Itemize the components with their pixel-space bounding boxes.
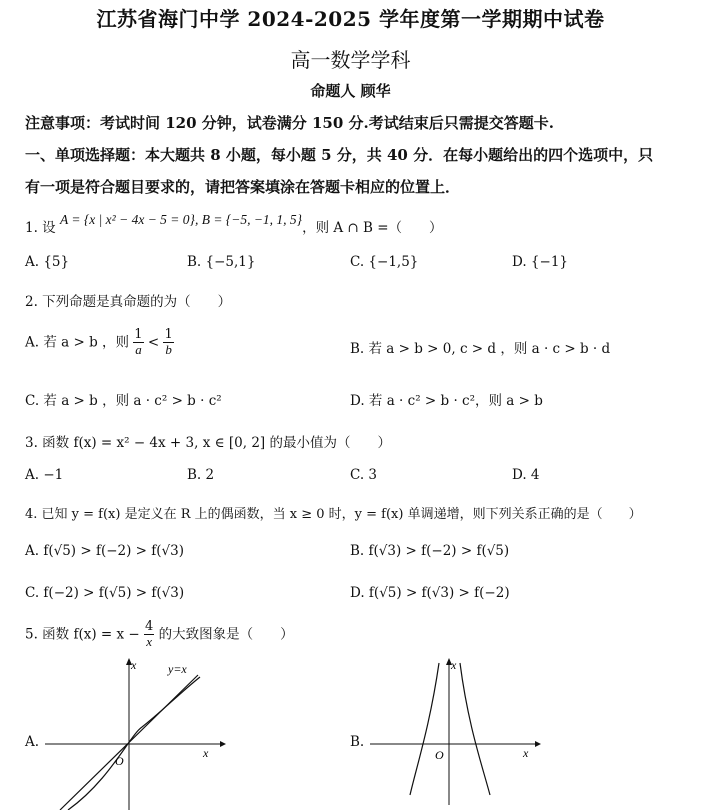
graph-a-origin: O [115, 754, 124, 768]
question-3: 3. 函数 f(x) = x² − 4x + 3, x ∈ [0, 2] 的最小值为（ ） [25, 435, 391, 451]
q5-stem-post: 的大致图象是（ ） [158, 626, 294, 643]
q2-frac2-num: 1 [164, 327, 173, 342]
q1-option-d: D. {−1} [512, 254, 569, 270]
q2-option-c: C. 若 a > b ，则 a · c² > b · c² [25, 393, 222, 409]
q4-option-c: C. f(−2) > f(√5) > f(√3) [25, 585, 185, 601]
q3-option-b: B. 2 [187, 467, 215, 483]
q1-set-a: A = {x | x² − 4x − 5 = 0} [59, 212, 195, 227]
q2-option-a-text: A. 若 a > b ，则 [25, 334, 129, 351]
q4-option-a: A. f(√5) > f(−2) > f(√3) [25, 543, 184, 559]
exam-title: 江苏省海门中学 2024-2025 学年度第一学期期中试卷 [96, 7, 605, 31]
graph-b-x-label: x [523, 746, 529, 760]
q1-set-b: , B = {−5, −1, 1, 5} [194, 212, 303, 227]
notice-line: 注意事项：考试时间 120 分钟，试卷满分 150 分.考试结束后只需提交答题卡. [25, 114, 554, 132]
q4-option-b: B. f(√3) > f(−2) > f(√5) [350, 543, 510, 559]
section1-heading-cont: 有一项是符合题目要求的，请把答案填涂在答题卡相应的位置上． [25, 178, 461, 196]
q1-prefix: 1. 设 [25, 220, 56, 236]
q2-option-a [25, 328, 174, 358]
q5-frac-num: 4 [145, 619, 154, 634]
graph-a-y-label: x [131, 658, 137, 672]
q2-frac1-num: 1 [134, 327, 143, 342]
q5-graph-a-label: A. [25, 734, 40, 750]
q2-less-than: < [147, 334, 160, 351]
q2-frac1-den: a [135, 342, 142, 358]
q5-graph-b [365, 655, 545, 810]
q5-stem-pre: 5. 函数 f(x) = x − [25, 626, 140, 643]
question-2: 2. 下列命题是真命题的为（ ） [25, 294, 232, 310]
q3-option-c: C. 3 [350, 467, 378, 483]
q5-frac-den: x [146, 634, 153, 650]
q5-graph-b-label: B. [350, 734, 365, 750]
q2-option-b: B. 若 a > b > 0, c > d ，则 a · c > b · d [350, 341, 611, 357]
graph-b-curve-left [410, 663, 439, 795]
author-line: 命题人 顾华 [310, 82, 391, 100]
q2-option-d: D. 若 a · c² > b · c²，则 a > b [350, 393, 543, 409]
q1-option-a: A. {5} [25, 254, 70, 270]
q2-frac2-den: b [165, 342, 172, 358]
q3-option-a: A. −1 [25, 467, 64, 483]
subject-title: 高一数学学科 [290, 48, 411, 72]
graph-b-x-arrow [535, 741, 541, 747]
q4-option-d: D. f(√5) > f(√3) > f(−2) [350, 585, 510, 601]
q2-fraction-1-over-b [163, 328, 173, 358]
q1-option-b: B. {−5,1} [187, 254, 256, 270]
q5-fraction-4-over-x [144, 620, 154, 650]
graph-b-y-label: x [451, 658, 457, 672]
graph-a-x-arrow [220, 741, 226, 747]
q5-graph-a [40, 655, 230, 810]
q3-option-d: D. 4 [512, 467, 540, 483]
q1-option-c: C. {−1,5} [350, 254, 419, 270]
question-5 [25, 620, 294, 650]
graph-b-curve-right [460, 663, 490, 795]
q1-ask: ，则 A ∩ B =（ ） [302, 220, 443, 236]
graph-a-line-label: y=x [168, 662, 187, 676]
question-4: 4. 已知 y = f(x) 是定义在 R 上的偶函数，当 x ≥ 0 时，y = f(x) 单调递增，则下列关系正确的是（ ） [25, 507, 642, 522]
graph-b-origin: O [435, 748, 444, 762]
section1-heading: 一、单项选择题：本大题共 8 小题，每小题 5 分，共 40 分．在每小题给出的四个选项中，只 [25, 146, 654, 164]
graph-a-x-label: x [203, 746, 209, 760]
q2-fraction-1-over-a [133, 328, 143, 358]
question-1 [25, 212, 443, 236]
